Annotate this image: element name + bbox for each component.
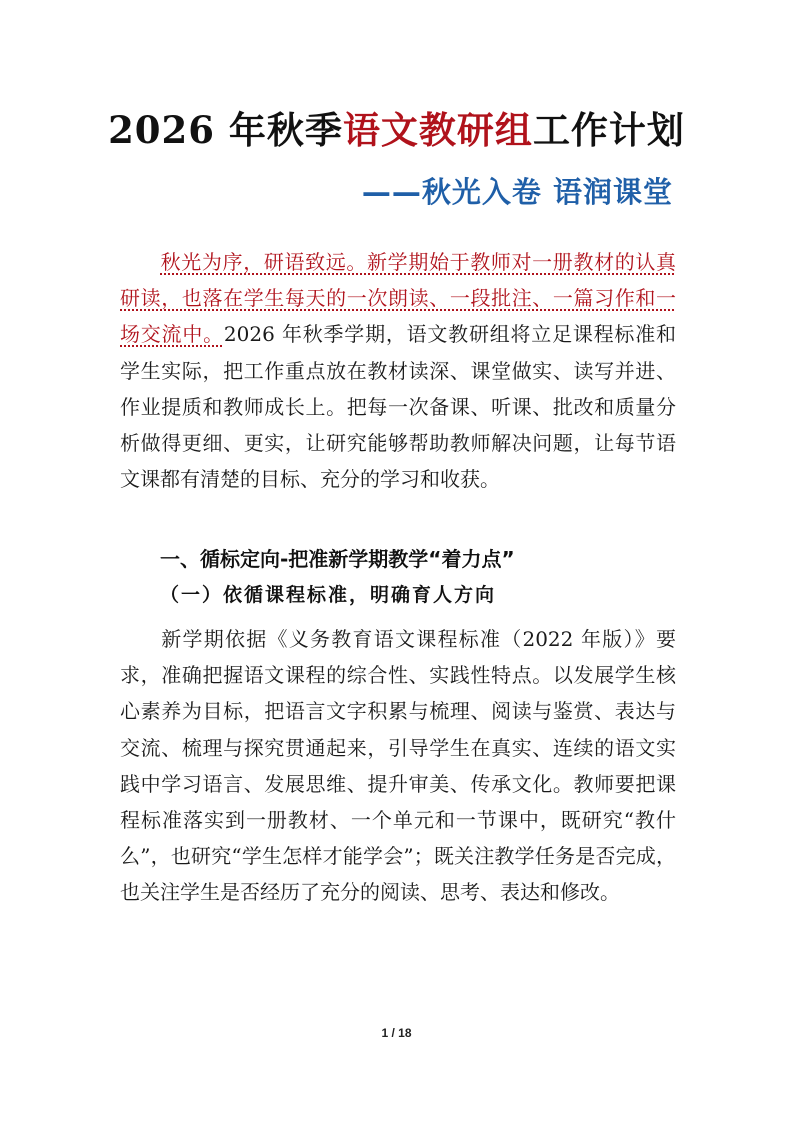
subsection-paragraph: [120, 621, 676, 911]
page-number: 1 / 18: [381, 1026, 412, 1040]
intro-body: 2026 年秋季学期，语文教研组将立足课程标准和学生实际，把工作重点放在教材读深、课堂做实、读写并进、作业提质和教师成长上。把每一次备课、听课、批改和质量分析做得更细、更实，让研究能够帮助教师解决问题，让每节语文课都有清楚的目标、充分的学习和收获。: [120, 322, 676, 492]
subsection-body: 新学期依据《义务教育语文课程标准（2022 年版）》要求，准确把握语文课程的综合性、实践性特点。以发展学生核心素养为目标，把语言文字积累与梳理、阅读与鉴赏、表达与交流、梳理与探究贯通起来，引导学生在真实、连续的语文实践中学习语言、发展思维、提升审美、传承文化。教师要把课程标准落实到一册教材、一个单元和一节课中，既研究“教什么”，也研究“学生怎样才能学会”；既关注教学任务是否完成，也关注学生是否经历了充分的阅读、思考、表达和修改。: [120, 627, 676, 905]
title-highlight: 语文教研组: [342, 108, 533, 152]
section-heading: 一、循标定向-把准新学期教学“着力点”: [160, 547, 515, 571]
document-title: [0, 100, 793, 154]
title-prefix: 2026 年秋季: [108, 108, 343, 152]
intro-highlight: 秋光为序，研语致远。新学期始于教师对一册教材的认真研读，也落在学生每天的一次朗读、一段批注、一篇习作和一场交流中。: [120, 250, 676, 347]
subsection-heading: （一）依循课程标准，明确育人方向: [160, 584, 497, 606]
title-suffix: 工作计划: [532, 108, 685, 152]
document-subtitle: ——秋光入卷 语润课堂: [361, 175, 673, 209]
intro-paragraph: [120, 244, 676, 497]
